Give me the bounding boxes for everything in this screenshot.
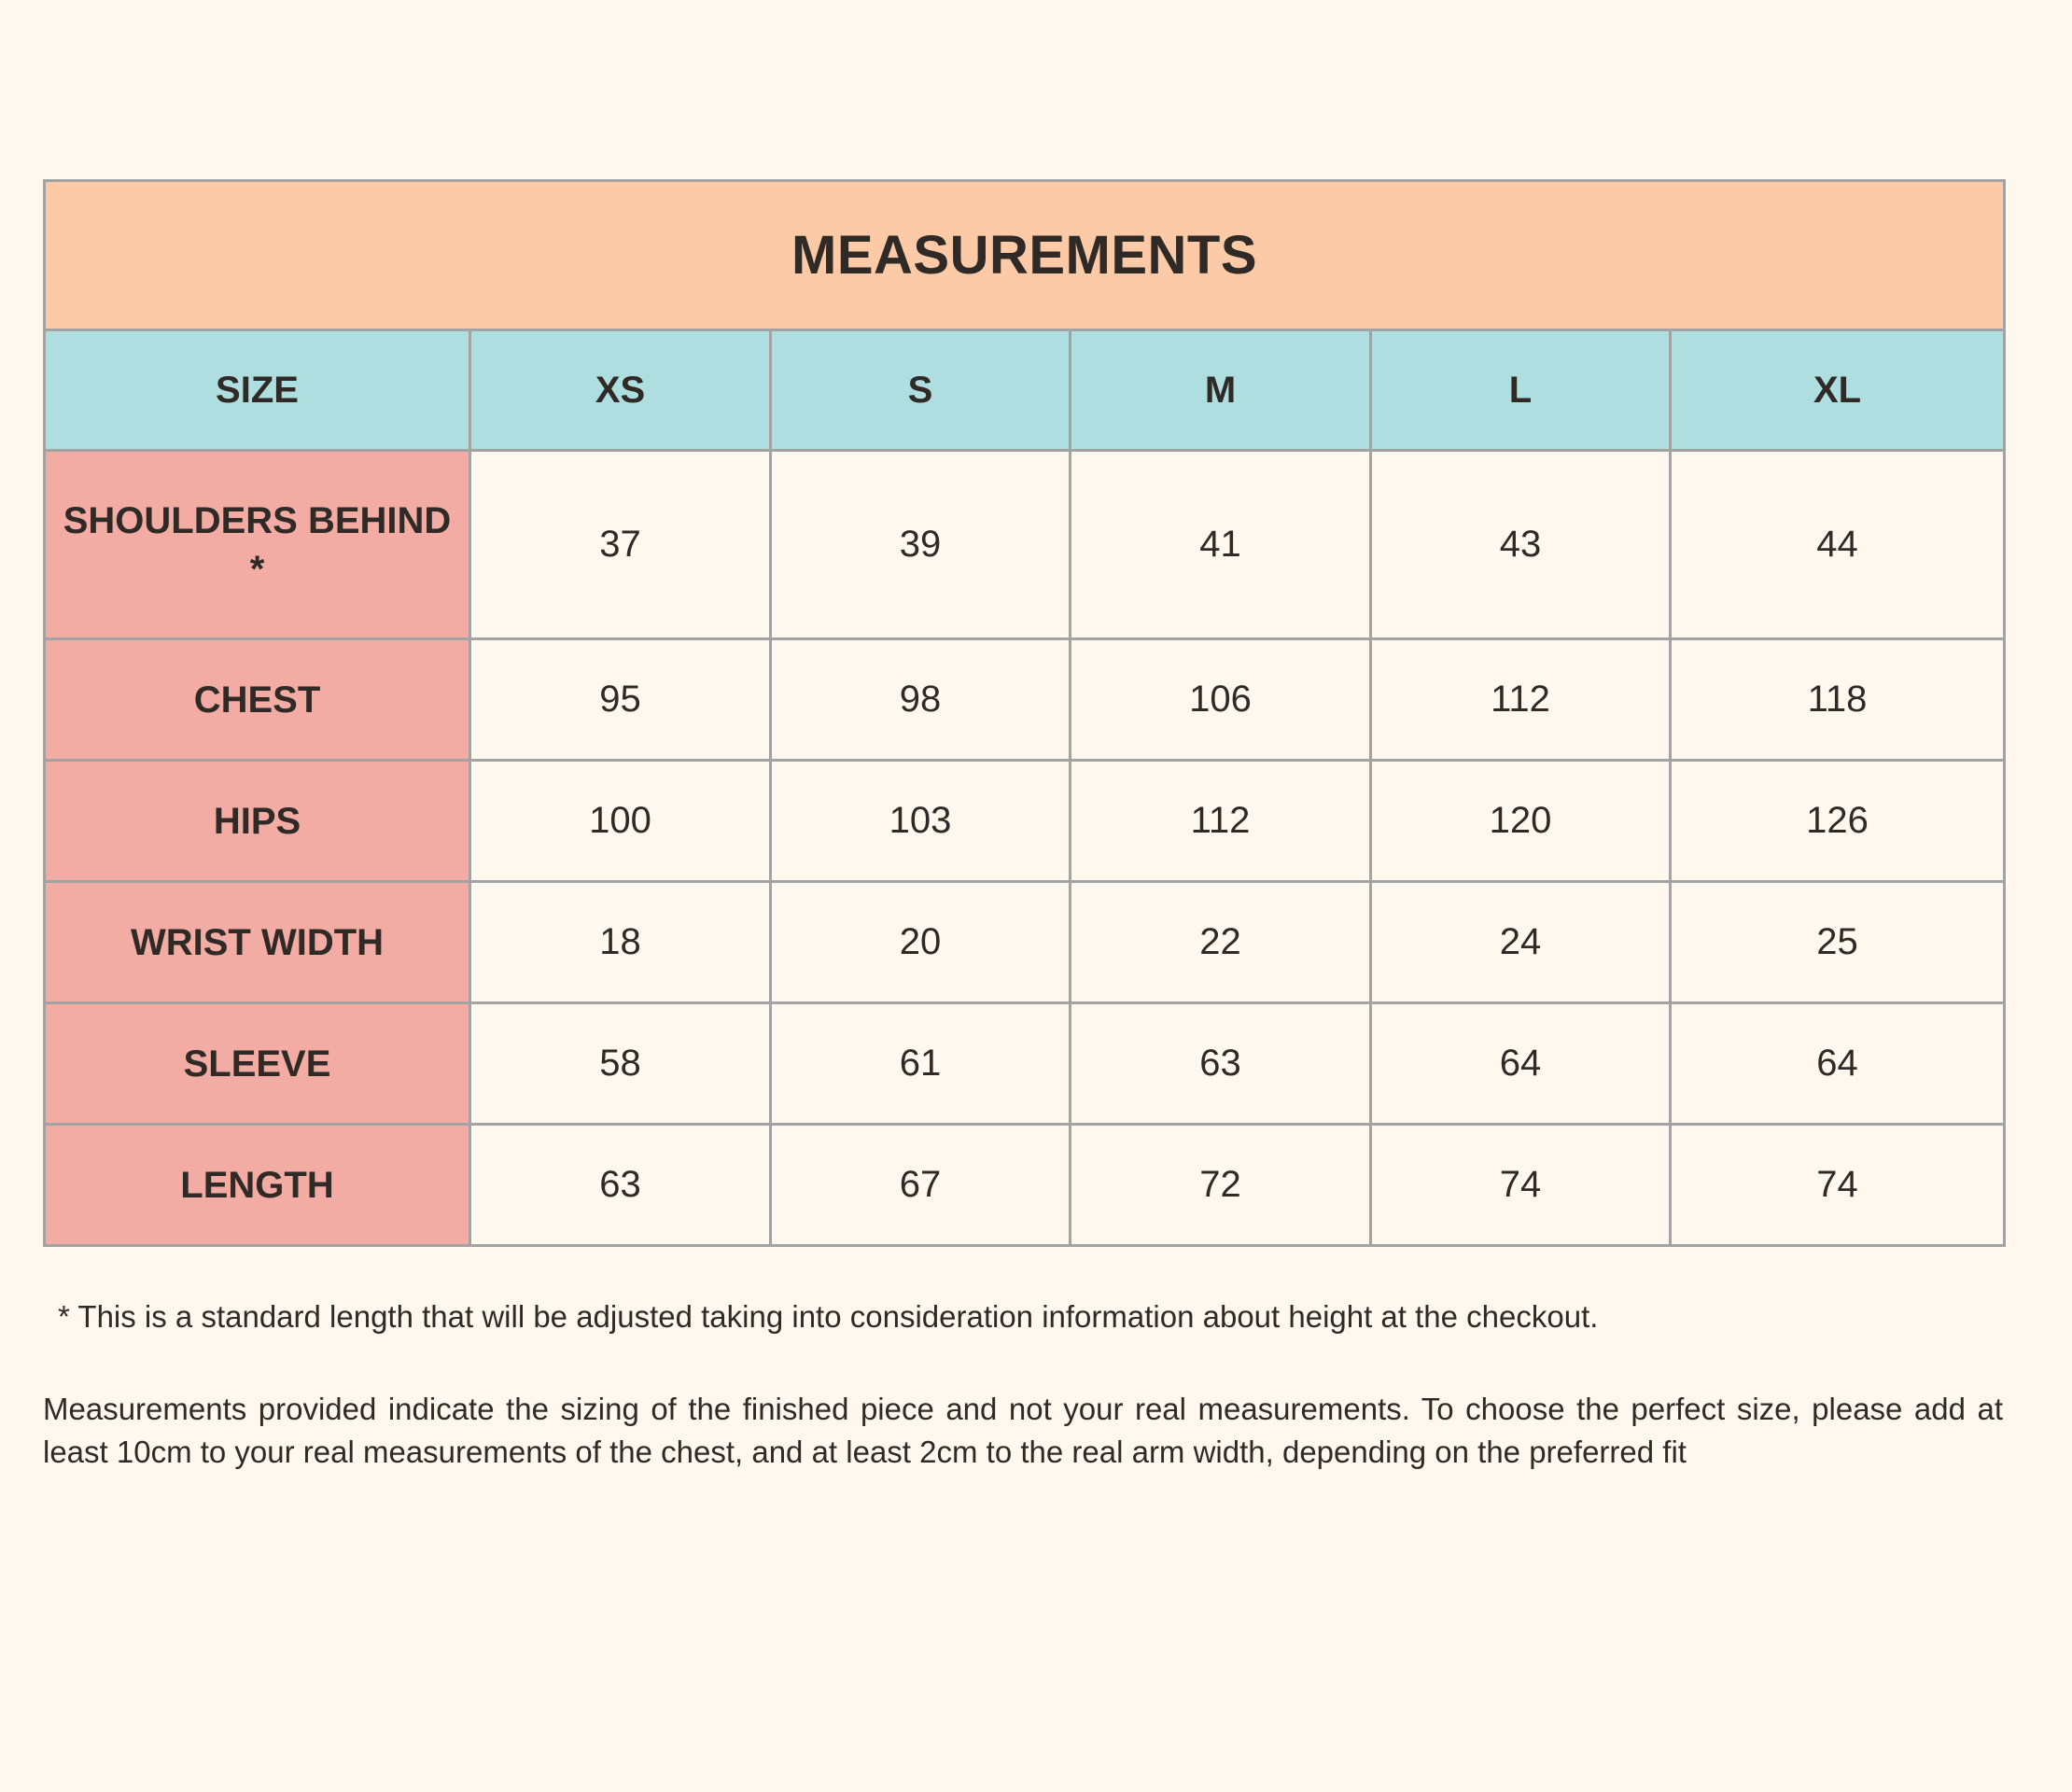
table-cell: 126: [1671, 761, 2005, 882]
table-row: [45, 1125, 2005, 1246]
table-cell: 43: [1371, 451, 1671, 639]
table-row: [45, 639, 2005, 761]
footnote: * This is a standard length that will be adjusted taking into consideration information about height at the checkout.: [58, 1299, 1599, 1334]
row-label-asterisk: *: [249, 548, 265, 590]
disclaimer-paragraph: Measurements provided indicate the sizing of the finished piece and not your real measurements. To choose the perfect size, please add at least 10cm to your real measurements of the chest, and at least 2cm to the real arm width, depending on the preferred fit: [43, 1392, 2003, 1469]
table-cell: 118: [1671, 639, 2005, 761]
row-label: WRIST WIDTH: [45, 882, 470, 1003]
header-size: SIZE: [45, 330, 470, 451]
table-cell: 95: [470, 639, 771, 761]
table-cell: 18: [470, 882, 771, 1003]
table-cell: 74: [1371, 1125, 1671, 1246]
header-s: S: [771, 330, 1071, 451]
row-label: CHEST: [45, 639, 470, 761]
table-cell: 120: [1371, 761, 1671, 882]
table-cell: 103: [771, 761, 1071, 882]
row-label: [45, 451, 470, 639]
row-label: LENGTH: [45, 1125, 470, 1246]
table-cell: 44: [1671, 451, 2005, 639]
table-cell: 106: [1071, 639, 1371, 761]
header-xl: XL: [1671, 330, 2005, 451]
table-cell: 63: [1071, 1003, 1371, 1125]
table-cell: 39: [771, 451, 1071, 639]
row-label: HIPS: [45, 761, 470, 882]
table-cell: 64: [1371, 1003, 1671, 1125]
table-cell: 98: [771, 639, 1071, 761]
table-cell: 100: [470, 761, 771, 882]
table-cell: 64: [1671, 1003, 2005, 1125]
table-row: [45, 882, 2005, 1003]
table-cell: 112: [1371, 639, 1671, 761]
table-cell: 20: [771, 882, 1071, 1003]
table-cell: 61: [771, 1003, 1071, 1125]
size-chart: [43, 179, 2003, 1247]
table-cell: 112: [1071, 761, 1371, 882]
table-cell: 58: [470, 1003, 771, 1125]
table-row: [45, 451, 2005, 639]
row-label: SLEEVE: [45, 1003, 470, 1125]
table-row: [45, 761, 2005, 882]
table-cell: 63: [470, 1125, 771, 1246]
table-cell: 41: [1071, 451, 1371, 639]
row-label-line: SHOULDERS BEHIND: [63, 499, 452, 541]
table-title: MEASUREMENTS: [45, 181, 2005, 330]
measurements-table: [43, 179, 2006, 1247]
table-cell: 67: [771, 1125, 1071, 1246]
table-cell: 24: [1371, 882, 1671, 1003]
table-cell: 74: [1671, 1125, 2005, 1246]
header-l: L: [1371, 330, 1671, 451]
header-m: M: [1071, 330, 1371, 451]
table-cell: 25: [1671, 882, 2005, 1003]
table-row: [45, 1003, 2005, 1125]
table-cell: 22: [1071, 882, 1371, 1003]
table-cell: 72: [1071, 1125, 1371, 1246]
table-cell: 37: [470, 451, 771, 639]
header-xs: XS: [470, 330, 771, 451]
